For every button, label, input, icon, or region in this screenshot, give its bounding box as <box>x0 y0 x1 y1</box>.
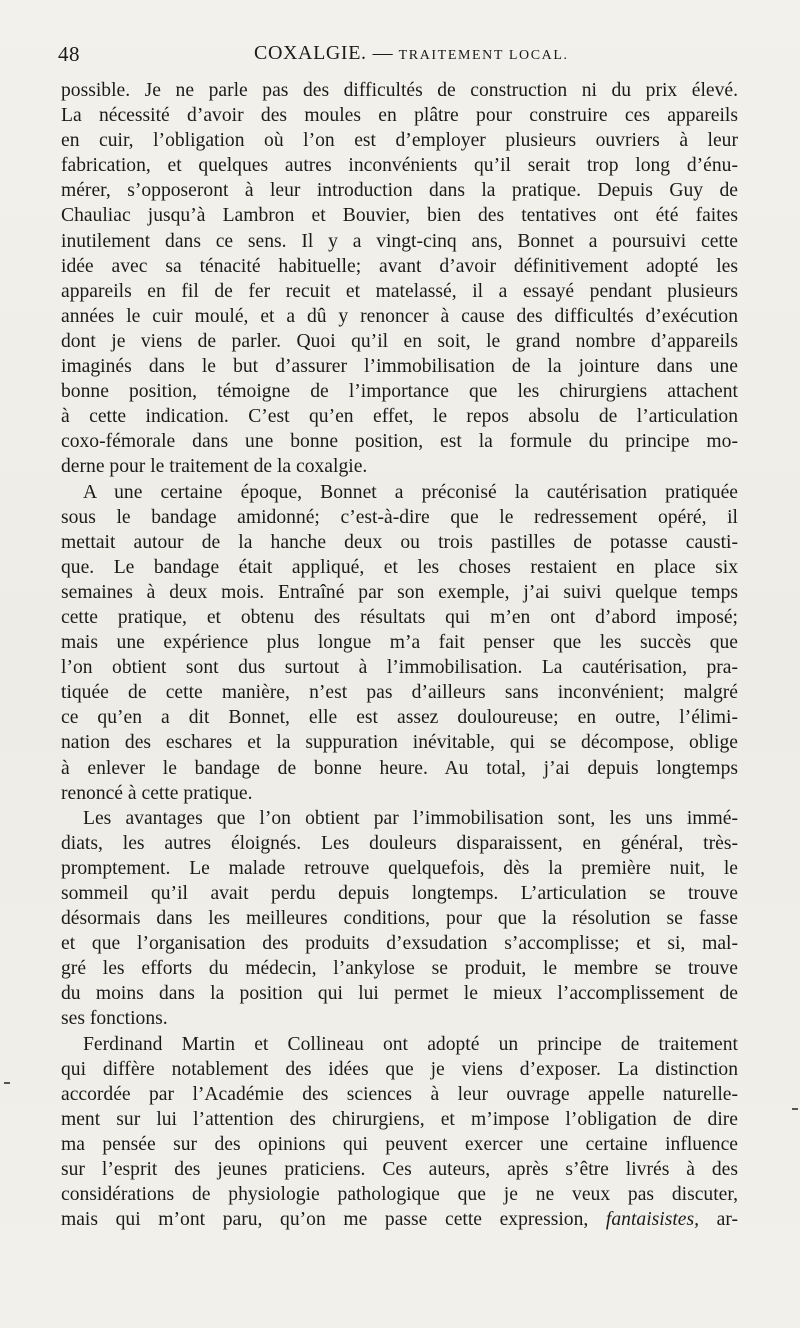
text-line: à cette indication. C’est qu’en effet, le repos absolu de l’articulation <box>61 406 738 428</box>
text-line: promptement. Le malade retrouve quelquefois, dès la première nuit, le <box>61 857 738 879</box>
margin-mark <box>4 1082 10 1084</box>
text-line: et que l’organisation des produits d’exsudation s’accomplisse; et si, mal- <box>61 933 738 955</box>
text-line: mettait autour de la hanche deux ou trois pastilles de potasse causti- <box>61 531 738 553</box>
text-line: en cuir, l’obligation où l’on est d’employer plusieurs ouvriers à leur <box>61 130 738 152</box>
text-line: La nécessité d’avoir des moules en plâtre pour construire ces appareils <box>61 105 738 127</box>
body-text <box>61 78 738 1232</box>
text-line: idée avec sa ténacité habituelle; avant d’avoir définitivement adopté les <box>61 255 738 277</box>
text-line: possible. Je ne parle pas des difficultés de construction ni du prix élevé. <box>61 80 738 101</box>
text-line: bonne position, témoigne de l’importance que les chirurgiens attachent <box>61 381 738 403</box>
text-line: Les avantages que l’on obtient par l’immobilisation sont, les uns immé- <box>83 807 738 829</box>
text-line: coxo-fémorale dans une bonne position, est la formule du principe mo- <box>61 431 738 453</box>
text-line: ma pensée sur des opinions qui peuvent exercer une certaine influence <box>61 1133 738 1155</box>
text-line: cette pratique, et obtenu des résultats qui m’en ont d’abord imposé; <box>61 606 738 628</box>
text-line: gré les efforts du médecin, l’ankylose se produit, le membre se trouve <box>61 958 738 980</box>
text-line: sous le bandage amidonné; c’est-à-dire que le redressement opéré, il <box>61 506 738 528</box>
text-line: du moins dans la position qui lui permet le mieux l’accomplissement de <box>61 983 738 1005</box>
text-line: ment sur lui l’attention des chirurgiens, et m’impose l’obligation de dire <box>61 1108 738 1130</box>
text-line: l’on obtient sont dus surtout à l’immobilisation. La cautérisation, pra- <box>61 657 738 679</box>
text-line: considérations de physiologie pathologique que je ne veux pas discuter, <box>61 1184 738 1206</box>
text-line: sommeil qu’il avait perdu depuis longtemps. L’articulation se trouve <box>61 883 738 904</box>
final-line-italic: fantaisistes, <box>605 1209 700 1231</box>
text-line: appareils en fil de fer recuit et matelassé, il a essayé pendant plusieurs <box>61 280 738 302</box>
text-line: nation des eschares et la suppuration inévitable, qui se décompose, oblige <box>61 732 738 754</box>
text-line: ses fonctions. <box>61 1008 168 1030</box>
text-line: sur l’esprit des jeunes praticiens. Ces auteurs, après s’être livrés à des <box>61 1159 738 1181</box>
running-head-subtitle: TRAITEMENT LOCAL. <box>398 48 569 63</box>
text-line: derne pour le traitement de la coxalgie. <box>61 456 368 478</box>
text-line: mérer, s’opposeront à leur introduction dans la pratique. Depuis Guy de <box>61 180 738 202</box>
text-line: fabrication, et quelques autres inconvénients qu’il serait trop long d’énu- <box>61 155 738 177</box>
text-line: qui diffère notablement des idées que je viens d’exposer. La distinction <box>61 1058 738 1080</box>
text-line: à enlever le bandage de bonne heure. Au total, j’ai depuis longtemps <box>61 757 738 779</box>
text-line: mais une expérience plus longue m’a fait penser que les succès que <box>61 632 738 654</box>
text-line: Chauliac jusqu’à Lambron et Bouvier, bien des tentatives ont été faites <box>61 205 738 227</box>
text-line-final <box>61 1207 738 1232</box>
text-line: imaginés dans le but d’assurer l’immobilisation de la jointure dans une <box>61 356 738 378</box>
final-line-end: ar- <box>716 1209 738 1231</box>
margin-mark <box>792 1108 798 1110</box>
text-line: que. Le bandage était appliqué, et les choses restaient en place six <box>61 556 738 578</box>
text-line: semaines à deux mois. Entraîné par son exemple, j’ai suivi quelque temps <box>61 581 738 603</box>
text-line: inutilement dans ce sens. Il y a vingt-cinq ans, Bonnet a poursuivi cette <box>61 230 738 252</box>
text-line: désormais dans les meilleures conditions, pour que la résolution se fasse <box>61 908 738 930</box>
text-line: accordée par l’Académie des sciences à leur ouvrage appelle naturelle- <box>61 1083 738 1105</box>
page-number: 48 <box>58 42 80 66</box>
text-line: ce qu’en a dit Bonnet, elle est assez douloureuse; en outre, l’élimi- <box>61 707 738 729</box>
text-line: diats, les autres éloignés. Les douleurs disparaissent, en général, très- <box>61 832 738 854</box>
running-head <box>254 42 569 65</box>
text-line: dont je viens de parler. Quoi qu’il en soit, le grand nombre d’appareils <box>61 330 738 352</box>
final-line-start: mais qui m’ont paru, qu’on me passe cette expression, <box>61 1209 589 1231</box>
text-line: tiquée de cette manière, n’est pas d’ailleurs sans inconvénient; malgré <box>61 682 738 704</box>
page-header <box>58 42 742 72</box>
text-line: années le cuir moulé, et a dû y renoncer à cause des difficultés d’exécution <box>61 305 738 327</box>
text-line: renoncé à cette pratique. <box>61 782 253 804</box>
running-head-title: COXALGIE. <box>254 42 367 64</box>
running-head-separator: — <box>372 42 393 64</box>
text-line: Ferdinand Martin et Collineau ont adopté un principe de traitement <box>83 1033 738 1055</box>
text-line: A une certaine époque, Bonnet a préconisé la cautérisation pratiquée <box>83 481 738 503</box>
